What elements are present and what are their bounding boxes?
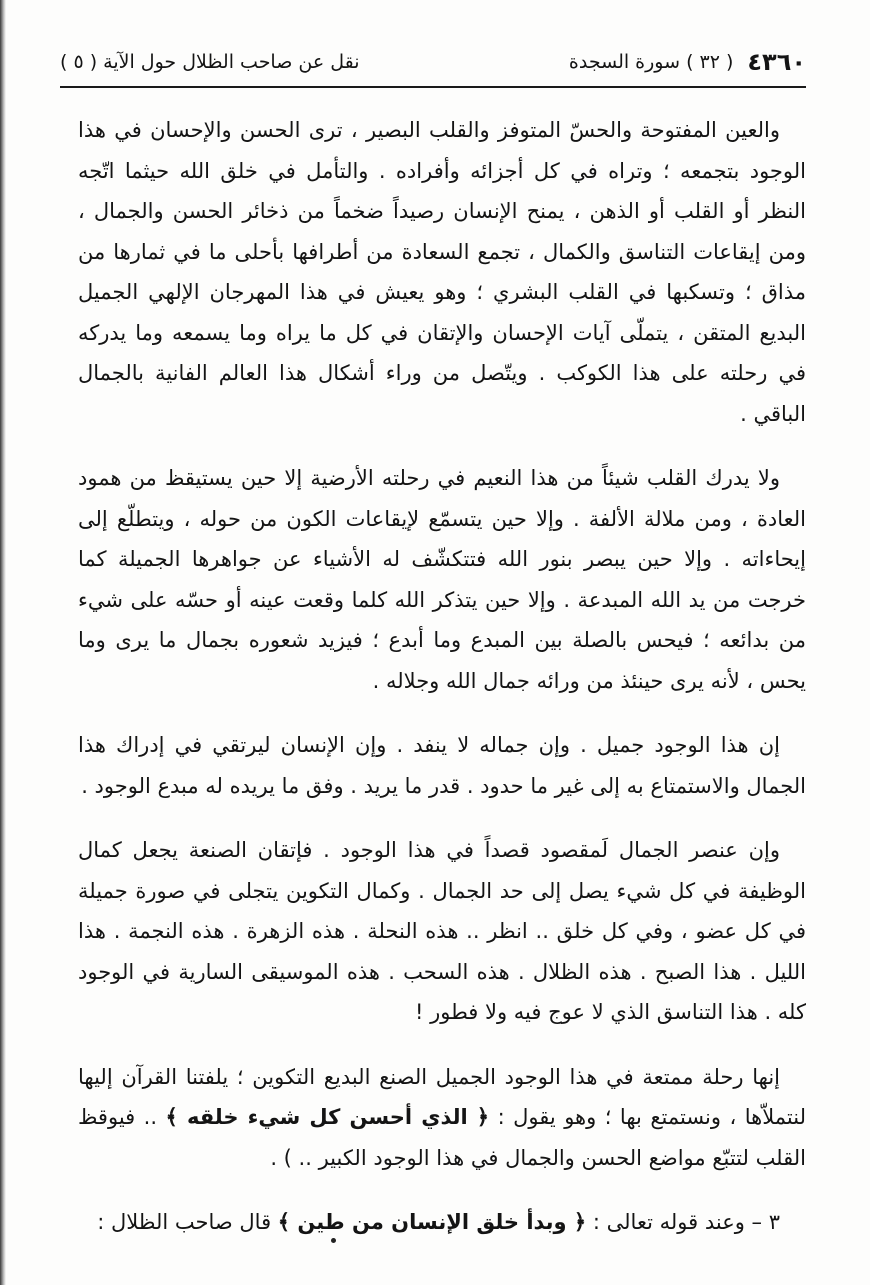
page-number: ٤٣٦٠ (747, 48, 806, 76)
paragraph-5-tail: .. فيوقظ القلب لتتبّع مواضع الحسن والجمال في هذا الوجود الكبير .. ) . (78, 1105, 806, 1170)
paragraph-5-lead: إنها رحلة ممتعة في هذا الوجود الجميل الصنع البديع التكوين ؛ يلفتنا القرآن إليها لنتملاّها ، ونستمتع بها ؛ وهو يقول : (78, 1064, 807, 1129)
quran-verse-1: ﴿ الذي أحسن كل شيء خلقه ﴾ (165, 1105, 490, 1129)
paragraph-4: وإن عنصر الجمال لَمقصود قصداً في هذا الوجود . فإتقان الصنعة يجعل كمال الوظيفة في كل شيء يصل إلى حد الجمال . وكمال التكوين يتجلى في صورة جميلة في كل عضو ، وفي كل خلق .. انظر .. هذه النحلة . هذه الزهرة . هذه النجمة . هذا الليل . هذا الصبح . هذه الظلال . هذه السحب . هذه الموسيقى السارية في الوجود كله . هذا التناسق الذي لا عوج فيه ولا فطور ! (78, 838, 806, 1024)
paragraph-6-tail: قال صاحب الظلال : (97, 1210, 278, 1234)
paragraph-2: ولا يدرك القلب شيئاً من هذا النعيم في رحلته الأرضية إلا حين يستيقظ من همود العادة ، ومن ملالة الألفة . وإلا حين يتسمّع لإيقاعات الكون من حوله ، ويتطلّع إلى إيحاءاته . وإلا حين يبصر بنور الله فتتكشّف له الأشياء عن جواهرها الجميلة كما خرجت من يد الله المبدعة . وإلا حين يتذكر الله كلما وقعت عينه أو حسّه على شيء من بدائعه ؛ فيحس بالصلة بين المبدع وما أبدع ؛ فيزيد شعوره بجمال ما يرى وما يحس ، لأنه يرى حينئذ من ورائه جمال الله وجلاله . (78, 466, 806, 693)
paragraph-1: والعين المفتوحة والحسّ المتوفز والقلب البصير ، ترى الحسن والإحسان في هذا الوجود بتجمعه ؛ وتراه في كل أجزائه وأفراده . والتأمل في خلق الله حيثما اتّجه النظر أو القلب أو الذهن ، يمنح الإنسان رصيداً ضخماً من ذخائر الحسن والجمال ، ومن إيقاعات التناسق والكمال ، تجمع السعادة من أطرافها بأحلى ما في ثمارها من مذاق ؛ وتسكبها في القلب البشري ؛ وهو يعيش في هذا المهرجان الإلهي الجميل البديع المتقن ، يتملّى آيات الإحسان والإتقان في كل ما يراه وما يسمعه وما يدركه في رحلته على هذا الكوكب . ويتّصل من وراء أشكال هذا العالم الفانية بالجمال الباقي . (78, 118, 806, 426)
header-right-group (569, 48, 806, 76)
page-binding-shadow (0, 0, 6, 1285)
paragraph-6 (78, 1202, 806, 1243)
page-body (78, 110, 806, 1243)
paragraph-5 (78, 1057, 806, 1179)
paragraph-3: إن هذا الوجود جميل . وإن جماله لا ينفد . وإن الإنسان ليرتقي في إدراك هذا الجمال والاستمتاع به إلى غير ما حدود . قدر ما يريد . وفق ما يريده له مبدع الوجود . (78, 733, 806, 798)
quran-verse-2: ﴿ وبدأ خلق الإنسان من طين ﴾ (277, 1210, 587, 1234)
section-title: نقل عن صاحب الظلال حول الآية ( ٥ ) (60, 51, 360, 73)
paragraph-6-lead: ٣ – وعند قوله تعالى : (586, 1210, 780, 1234)
ink-dot (331, 1238, 336, 1243)
page-header (60, 38, 806, 88)
surah-title: ( ٣٢ ) سورة السجدة (568, 51, 734, 73)
